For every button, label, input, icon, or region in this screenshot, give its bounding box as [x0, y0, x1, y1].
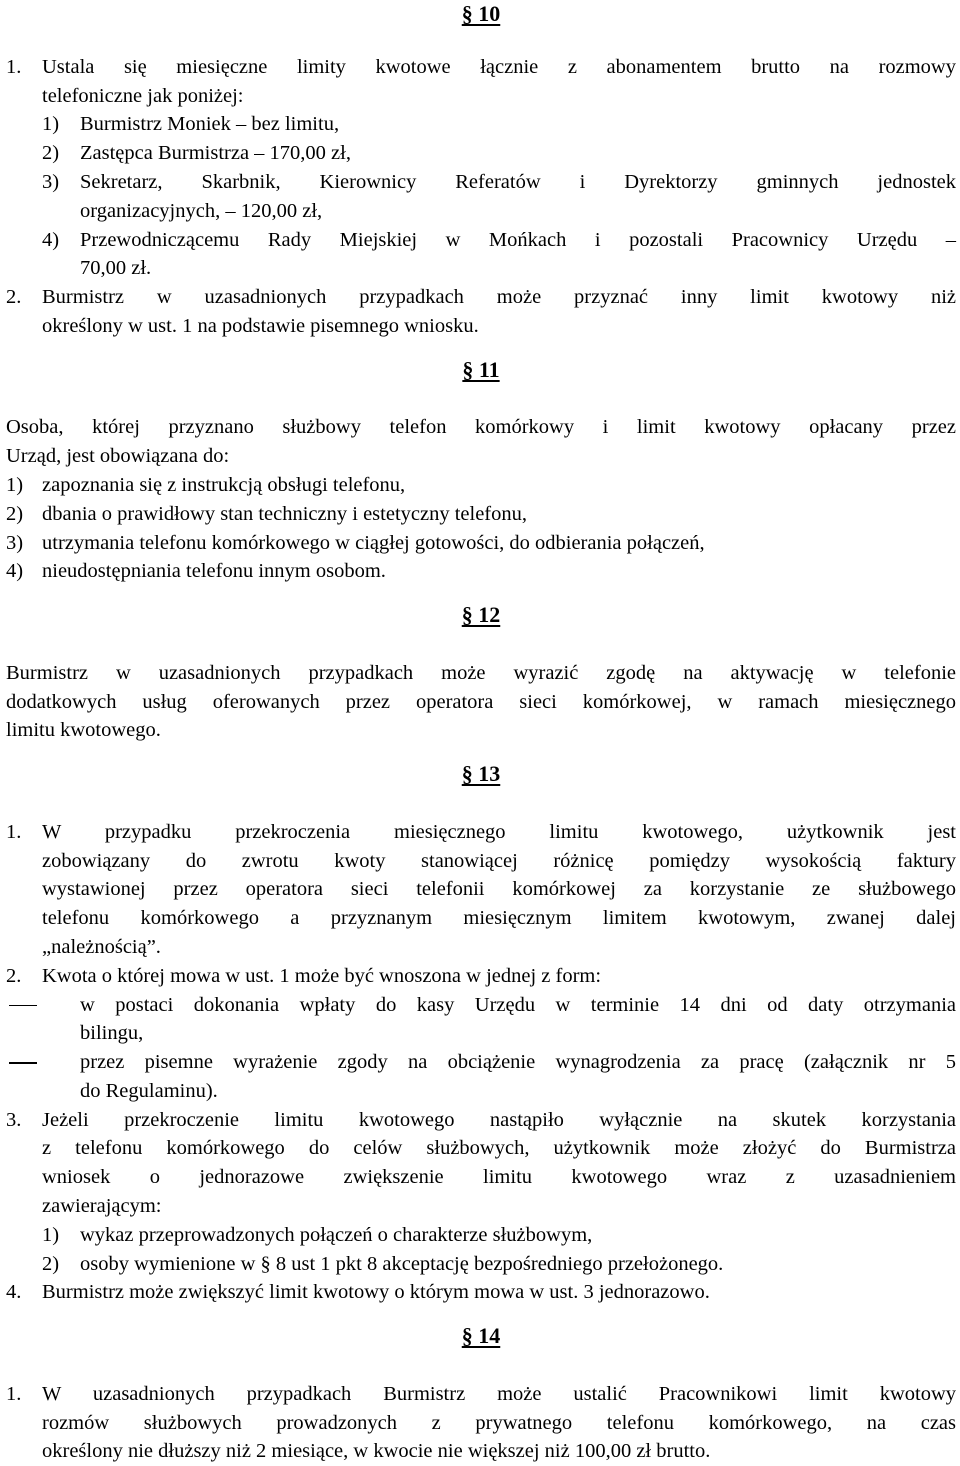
s10-list-item: 1) Burmistrz Moniek – bez limitu, — [42, 113, 340, 136]
s13-list-item: 1) wykaz przeprowadzonych połączeń o charakterze służbowym, — [42, 1223, 593, 1246]
dash-bullet-icon — [6, 1048, 80, 1106]
s11-list-item: 1) zapoznania się z instrukcją obsługi telefonu, — [6, 473, 406, 496]
s10-list-item: 3) Sekretarz, Skarbnik, Kierownicy Referatów i Dyrektorzy gminnych jednostek organizacyjnych, – 120,00 zł, — [42, 170, 956, 222]
s11-paragraph: Osoba, której przyznano służbowy telefon komórkowy i limit kwotowy opłacany przez Urząd, jest obowiązana do: 1) zapoznania się z instrukcją obsługi telefonu, 2) dbania o prawidłowy stan techniczny i estetyczny telefonu, 3) utrzymania telefonu komórkowego w ciągłej gotowości, do odbierania połączeń, 4) nieudostępniania telefonu innym osobom. — [6, 413, 956, 586]
section-heading-10: § 10 — [461, 1, 501, 26]
section-heading-11: § 11 — [462, 356, 500, 382]
s14-paragraph-1: 1. W uzasadnionych przypadkach Burmistrz może ustalić Pracownikowi limit kwotowy rozmów służbowych prowadzonych z prywatnego telefonu komórkowego, na czas określony nie dłuższy niż 2 miesiące, w kwocie nie większej niż 100,00 zł brutto. — [6, 1382, 956, 1463]
section-heading-13: § 13 — [461, 761, 501, 787]
dash-bullet-icon — [6, 991, 80, 1049]
s11-list-item: 4) nieudostępniania telefonu innym osobom. — [6, 560, 386, 583]
s10-list-item: 4) Przewodniczącemu Rady Miejskiej w Mońkach i pozostali Pracownicy Urzędu – 70,00 zł. — [42, 228, 956, 280]
s13-paragraph-1: 1. W przypadku przekroczenia miesięcznego limitu kwotowego, użytkownik jest zobowiązany do zwrotu kwoty stanowiącej różnicę pomiędzy wysokością faktury wystawionej przez operatora sieci telefonii komórkowej za korzystanie ze służbowego telefonu komórkowego a przyznanym miesięcznym limitem kwotowym, zwanej dalej „należnością”. — [6, 820, 956, 958]
s11-list-item: 3) utrzymania telefonu komórkowego w ciągłej gotowości, do odbierania połączeń, — [6, 531, 705, 554]
s12-paragraph: Burmistrz w uzasadnionych przypadkach może wyrazić zgodę na aktywację w telefonie dodatkowych usług oferowanych przez operatora sieci komórkowej, w ramach miesięcznego limitu kwotowego. — [6, 661, 956, 742]
s13-list-item: 2) osoby wymienione w § 8 ust 1 pkt 8 akceptację bezpośredniego przełożonego. — [42, 1252, 724, 1275]
s10-paragraph-2: 2. Burmistrz w uzasadnionych przypadkach może przyznać inny limit kwotowy niż określony w ust. 1 na podstawie pisemnego wniosku. — [6, 286, 956, 337]
s13-dash-item: przez pisemne wyrażenie zgody na obciążenie wynagrodzenia za pracę (załącznik nr 5 do Regulaminu). — [6, 1048, 956, 1106]
s13-paragraph-2: 2. Kwota o której mowa w ust. 1 może być wnoszona w jednej z form: — [6, 964, 602, 987]
s11-list-item: 2) dbania o prawidłowy stan techniczny i estetyczny telefonu, — [6, 502, 528, 525]
s10-list-item: 2) Zastępca Burmistrza – 170,00 zł, — [42, 142, 351, 165]
s13-dash-item: w postaci dokonania wpłaty do kasy Urzędu w terminie 14 dni od daty otrzymania bilingu, — [6, 991, 956, 1049]
s13-paragraph-3: 3. Jeżeli przekroczenie limitu kwotowego nastąpiło wyłącznie na skutek korzystania z telefonu komórkowego do celów służbowych, użytkownik może złożyć do Burmistrza wniosek o jednorazowe zwiększenie limitu kwotowego wraz z uzasadnieniem zawierającym: 1) wykaz przeprowadzonych połączeń o charakterze służbowym, 2) osoby wymienione w § 8 ust 1 pkt 8 akceptację bezpośredniego przełożonego. — [6, 1106, 956, 1279]
section-heading-12: § 12 — [461, 602, 501, 628]
s13-paragraph-4: 4. Burmistrz może zwiększyć limit kwotowy o którym mowa w ust. 3 jednorazowo. — [6, 1281, 710, 1304]
document-page — [6, 0, 956, 1466]
s10-paragraph-1: 1. Ustala się miesięczne limity kwotowe łącznie z abonamentem brutto na rozmowy telefoniczne jak poniżej: 1) Burmistrz Moniek – bez limitu, 2) Zastępca Burmistrza – 170,00 zł, 3) Sekretarz, Skarbnik, Kierownicy Referatów i Dyrektorzy gminnych jednostek organizacyjnych, – 120,00 zł, 4) Przewodniczącemu Rady Miejskiej w Mońkach i pozostali Pracownicy Urzędu – 70,00 zł. — [6, 53, 956, 283]
section-heading-14: § 14 — [461, 1323, 501, 1349]
